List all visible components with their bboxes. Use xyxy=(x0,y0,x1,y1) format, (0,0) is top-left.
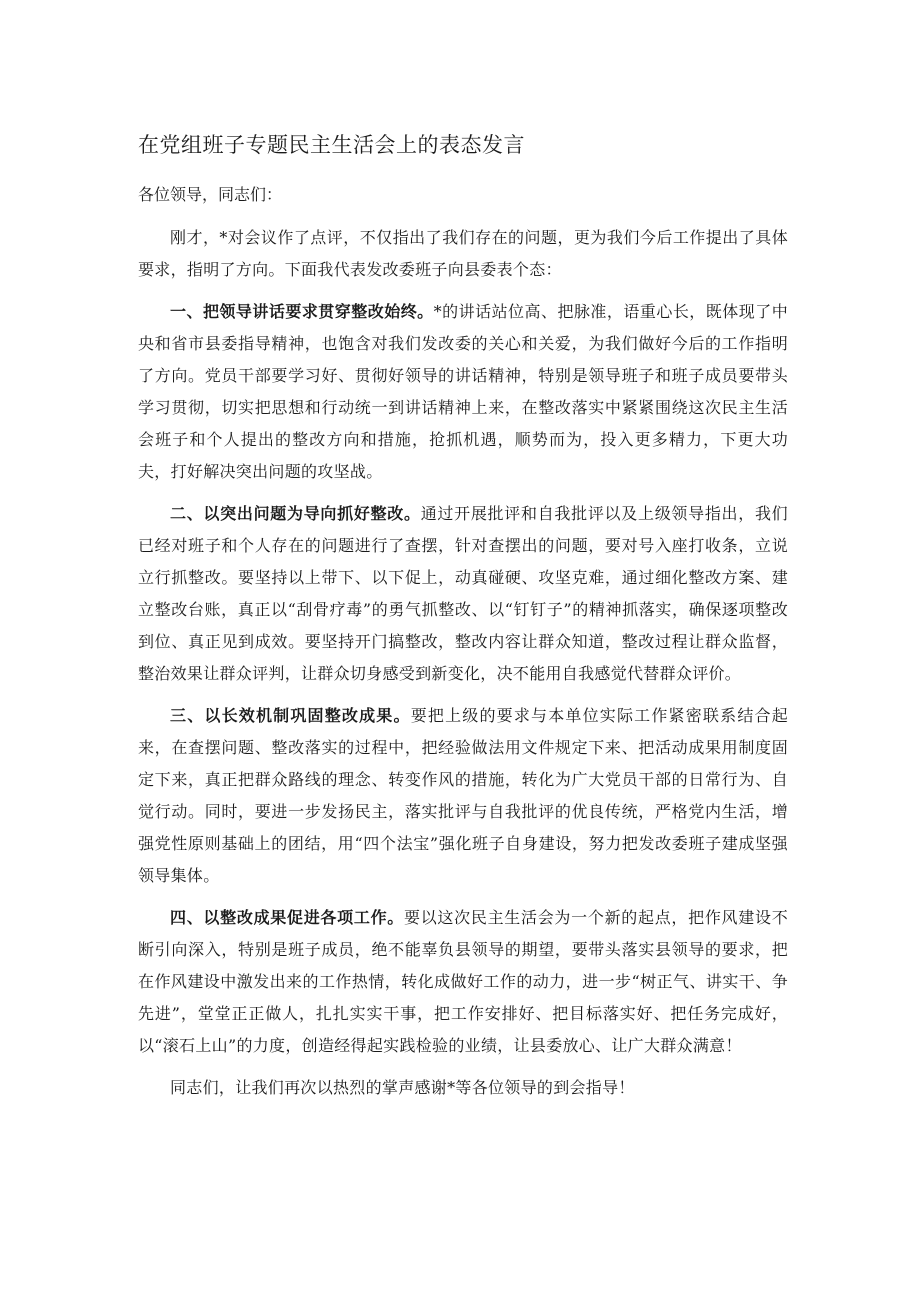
closing-paragraph: 同志们，让我们再次以热烈的掌声感谢*等各位领导的到会指导！ xyxy=(170,1078,635,1097)
section-heading-4: 四、以整改成果促进各项工作。 xyxy=(170,908,404,927)
section-paragraph-4 xyxy=(138,902,788,1062)
section-paragraph-3 xyxy=(138,700,788,892)
section-heading-3: 三、以长效机制巩固整改成果。 xyxy=(170,706,411,725)
section-paragraph-1 xyxy=(138,296,788,488)
section-body-4: 要以这次民主生活会为一个新的起点，把作风建设不断引向深入，特别是班子成员，绝不能辜负县领导的期望，要带头落实县领导的要求，把在作风建设中激发出来的工作热情，转化成做好工作的动力，进一步“树正气、讲实干、争先进”，堂堂正正做人，扎扎实实干事，把工作安排好、把目标落实好、把任务完成好，以“滚石上山”的力度，创造经得起实践检验的业绩，让县委放心、让广大群众满意！ xyxy=(138,908,789,1055)
section-body-3: 要把上级的要求与本单位实际工作紧密联系结合起来，在查摆问题、整改落实的过程中，把经验做法用文件规定下来、把活动成果用制度固定下来，真正把群众路线的理念、转变作风的措施，转化为广大党员干部的日常行为、自觉行动。同时，要进一步发扬民主，落实批评与自我批评的优良传统，严格党内生活，增强党性原则基础上的团结，用“四个法宝”强化班子自身建设，努力把发改委班子建成坚强领导集体。 xyxy=(138,706,789,885)
section-heading-1: 一、把领导讲话要求贯穿整改始终。 xyxy=(170,302,434,321)
section-heading-2: 二、以突出问题为导向抓好整改。 xyxy=(170,504,421,523)
section-body-1: *的讲话站位高、把脉准，语重心长，既体现了中央和省市县委指导精神，也饱含对我们发改委的关心和关爱，为我们做好今后的工作指明了方向。党员干部要学习好、贯彻好领导的讲话精神，特别是领导班子和班子成员要带头学习贯彻，切实把思想和行动统一到讲话精神上来，在整改落实中紧紧围绕这次民主生活会班子和个人提出的整改方向和措施，抢抓机遇，顺势而为，投入更多精力，下更大功夫，打好解决突出问题的攻坚战。 xyxy=(138,302,788,481)
section-paragraph-2 xyxy=(138,498,788,690)
intro-paragraph: 刚才，*对会议作了点评，不仅指出了我们存在的问题，更为我们今后工作提出了具体要求，指明了方向。下面我代表发改委班子向县委表个态： xyxy=(138,228,788,279)
section-body-2: 通过开展批评和自我批评以及上级领导指出，我们已经对班子和个人存在的问题进行了查摆，针对查摆出的问题，要对号入座打收条，立说立行抓整改。要坚持以上带下、以下促上，动真碰硬、攻坚克难，通过细化整改方案、建立整改台账，真正以“刮骨疗毒”的勇气抓整改、以“钉钉子”的精神抓落实，确保逐项整改到位、真正见到成效。要坚持开门搞整改，整改内容让群众知道，整改过程让群众监督，整治效果让群众评判，让群众切身感受到新变化，决不能用自我感觉代替群众评价。 xyxy=(138,504,788,683)
document-title: 在党组班子专题民主生活会上的表态发言 xyxy=(138,133,525,157)
salutation: 各位领导，同志们： xyxy=(138,185,283,204)
